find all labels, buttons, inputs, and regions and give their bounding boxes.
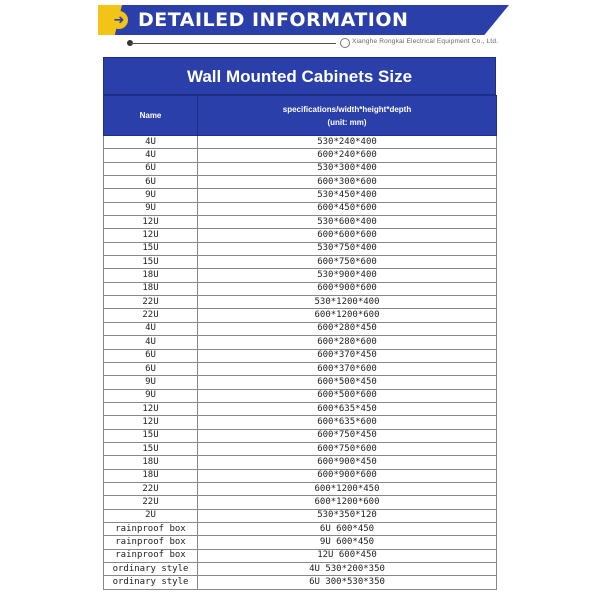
table-row: [104, 176, 497, 189]
header-divider: [130, 43, 336, 44]
table-row: [104, 576, 497, 589]
cabinet-spec-cell: 600*370*600: [198, 362, 497, 375]
cabinet-name-cell: 4U: [104, 136, 198, 149]
cabinet-spec-cell: 530*750*400: [198, 242, 497, 255]
cabinet-spec-cell: 600*635*600: [198, 416, 497, 429]
table-row: [104, 376, 497, 389]
cabinet-spec-cell: 530*600*400: [198, 216, 497, 229]
cabinet-spec-cell: 600*300*600: [198, 176, 497, 189]
cabinet-name-cell: 22U: [104, 309, 198, 322]
cabinet-name-cell: 18U: [104, 282, 198, 295]
table-row: [104, 189, 497, 202]
table-row: [104, 482, 497, 495]
cabinet-name-cell: 6U: [104, 349, 198, 362]
cabinet-name-cell: 18U: [104, 469, 198, 482]
table-row: [104, 496, 497, 509]
table-row: [104, 402, 497, 415]
table-row: [104, 549, 497, 562]
cabinet-name-cell: 12U: [104, 402, 198, 415]
cabinet-name-cell: 4U: [104, 336, 198, 349]
cabinet-name-cell: 6U: [104, 162, 198, 175]
cabinet-name-cell: 4U: [104, 322, 198, 335]
cabinet-name-cell: rainproof box: [104, 536, 198, 549]
cabinet-spec-cell: 6U 600*450: [198, 522, 497, 535]
table-row: [104, 269, 497, 282]
cabinet-spec-cell: 9U 600*450: [198, 536, 497, 549]
cabinet-spec-cell: 600*1200*600: [198, 496, 497, 509]
table-row: [104, 389, 497, 402]
cabinet-spec-cell: 530*350*120: [198, 509, 497, 522]
company-name: Xianghe Rongkai Electrical Equipment Co., Ltd.: [352, 38, 499, 45]
table-row: [104, 563, 497, 576]
table-row: [104, 536, 497, 549]
cabinet-name-cell: ordinary style: [104, 563, 198, 576]
cabinet-spec-cell: 530*240*400: [198, 136, 497, 149]
table-row: [104, 362, 497, 375]
cabinet-name-cell: 9U: [104, 189, 198, 202]
table-row: [104, 336, 497, 349]
cabinet-spec-cell: 600*600*600: [198, 229, 497, 242]
cabinet-name-cell: rainproof box: [104, 549, 198, 562]
company-logo-icon: [340, 38, 350, 48]
cabinet-spec-cell: 600*370*450: [198, 349, 497, 362]
cabinet-spec-cell: 600*240*600: [198, 149, 497, 162]
table-row: [104, 522, 497, 535]
cabinet-spec-cell: 600*750*600: [198, 256, 497, 269]
cabinet-name-cell: 12U: [104, 416, 198, 429]
table-row: [104, 229, 497, 242]
cabinet-name-cell: 22U: [104, 482, 198, 495]
cabinet-spec-cell: 600*750*600: [198, 442, 497, 455]
cabinet-spec-cell: 12U 600*450: [198, 549, 497, 562]
cabinet-spec-cell: 600*635*450: [198, 402, 497, 415]
table-row: [104, 469, 497, 482]
table-row: [104, 256, 497, 269]
table-row: [104, 136, 497, 149]
cabinet-name-cell: ordinary style: [104, 576, 198, 589]
table-row: [104, 442, 497, 455]
table-row: [104, 282, 497, 295]
table-row: [104, 429, 497, 442]
cabinet-name-cell: 22U: [104, 496, 198, 509]
header-spec: [198, 96, 497, 136]
table-row: [104, 456, 497, 469]
table-title: Wall Mounted Cabinets Size: [103, 57, 496, 95]
cabinet-spec-cell: 600*500*450: [198, 376, 497, 389]
cabinet-spec-cell: 530*900*400: [198, 269, 497, 282]
cabinet-name-cell: 15U: [104, 442, 198, 455]
cabinet-spec-cell: 4U 530*200*350: [198, 563, 497, 576]
cabinet-name-cell: 6U: [104, 362, 198, 375]
cabinet-spec-cell: 530*300*400: [198, 162, 497, 175]
cabinet-spec-cell: 600*500*600: [198, 389, 497, 402]
cabinet-name-cell: 15U: [104, 429, 198, 442]
cabinet-name-cell: 22U: [104, 296, 198, 309]
cabinet-size-table: [103, 95, 497, 590]
cabinet-name-cell: 9U: [104, 376, 198, 389]
cabinet-spec-cell: 600*1200*450: [198, 482, 497, 495]
table-header-row: [104, 96, 497, 136]
cabinet-spec-cell: 600*750*450: [198, 429, 497, 442]
cabinet-name-cell: 6U: [104, 176, 198, 189]
cabinet-name-cell: 9U: [104, 202, 198, 215]
cabinet-spec-cell: 530*1200*400: [198, 296, 497, 309]
table-body: [104, 136, 497, 590]
cabinet-name-cell: 18U: [104, 456, 198, 469]
cabinet-spec-cell: 600*280*450: [198, 322, 497, 335]
table-row: [104, 162, 497, 175]
banner-title: DETAILED INFORMATION: [138, 9, 409, 31]
cabinet-name-cell: 9U: [104, 389, 198, 402]
header-unit-label: (unit: mm): [327, 117, 367, 127]
table-row: [104, 216, 497, 229]
cabinet-name-cell: 18U: [104, 269, 198, 282]
table-row: [104, 242, 497, 255]
cabinet-spec-cell: 600*450*600: [198, 202, 497, 215]
detailed-information-banner: [98, 5, 509, 35]
table-row: [104, 309, 497, 322]
header-spec-label: specifications/width*height*depth: [282, 104, 412, 114]
table-row: [104, 149, 497, 162]
table-row: [104, 349, 497, 362]
table-row: [104, 202, 497, 215]
cabinet-name-cell: 12U: [104, 229, 198, 242]
cabinet-name-cell: rainproof box: [104, 522, 198, 535]
cabinet-name-cell: 4U: [104, 149, 198, 162]
cabinet-spec-cell: 600*900*600: [198, 469, 497, 482]
cabinet-spec-cell: 600*1200*600: [198, 309, 497, 322]
table-row: [104, 322, 497, 335]
cabinet-spec-cell: 600*900*450: [198, 456, 497, 469]
cabinet-name-cell: 2U: [104, 509, 198, 522]
cabinet-spec-cell: 6U 300*530*350: [198, 576, 497, 589]
arrow-right-circle-icon: ➜: [110, 11, 128, 29]
cabinet-name-cell: 15U: [104, 256, 198, 269]
cabinet-spec-cell: 530*450*400: [198, 189, 497, 202]
cabinet-name-cell: 15U: [104, 242, 198, 255]
cabinet-spec-cell: 600*280*600: [198, 336, 497, 349]
header-name: Name: [104, 96, 198, 136]
table-row: [104, 416, 497, 429]
table-row: [104, 296, 497, 309]
cabinet-name-cell: 12U: [104, 216, 198, 229]
table-row: [104, 509, 497, 522]
cabinet-spec-cell: 600*900*600: [198, 282, 497, 295]
